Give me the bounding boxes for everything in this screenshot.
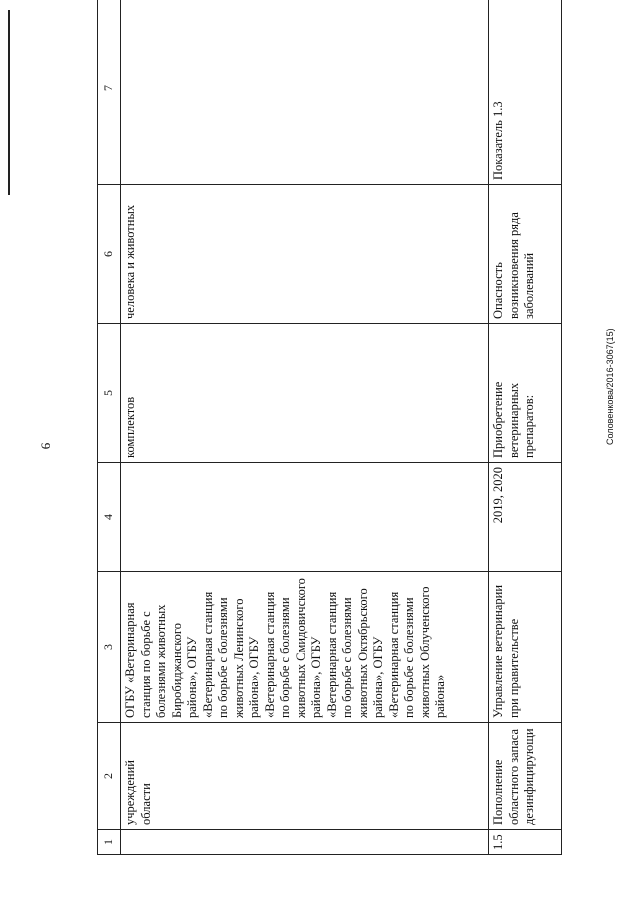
header-cell-4: 4 xyxy=(98,463,121,572)
header-cell-1: 1 xyxy=(98,830,121,855)
header-cell-5: 5 xyxy=(98,324,121,463)
cell-task: Пополнение областного запаса дезинфицирующи xyxy=(489,723,562,830)
table-row xyxy=(121,0,489,855)
cell-executor: Управление ветеринарии при правительстве xyxy=(489,572,562,723)
footer-code: Соловенкова/2016-3067(15) xyxy=(605,328,615,445)
cell-number: 1.5 xyxy=(489,830,562,855)
cell-executor: ОГБУ «Ветеринарная станция по борьбе с болезнями животных Биробиджанского района», ОГБУ «Ветеринарная станция по борьбе с болезнями животных Ленинского района», ОГБУ «Ветеринарная станция по борьбе с болезнями животных Смидовичского района», ОГБУ «Ветеринарная станция по борьбе с болезнями животных Октябрьского района», ОГБУ «Ветеринарная станция по борьбе с болезнями животных Облученского района» xyxy=(121,572,489,723)
cell-result: Приобретение ветеринарных препаратов: xyxy=(489,324,562,463)
cell-consequence: Опасность возникновения ряда заболеваний xyxy=(489,185,562,324)
header-cell-6: 6 xyxy=(98,185,121,324)
header-cell-7: 7 xyxy=(98,0,121,185)
cell-period: 2019, 2020 xyxy=(489,463,562,572)
header-row xyxy=(98,0,121,855)
cell-consequence: человека и животных xyxy=(121,185,489,324)
margin-line xyxy=(8,10,10,195)
table-row xyxy=(489,0,562,855)
cell-indicator: Показатель 1.3 xyxy=(489,0,562,185)
cell-indicator xyxy=(121,0,489,185)
cell-period xyxy=(121,463,489,572)
rotated-table-container xyxy=(97,55,562,855)
header-cell-3: 3 xyxy=(98,572,121,723)
cell-result: комплектов xyxy=(121,324,489,463)
header-cell-2: 2 xyxy=(98,723,121,830)
cell-task: учреждений области xyxy=(121,723,489,830)
program-table xyxy=(97,0,562,855)
cell-number xyxy=(121,830,489,855)
page-number: 9 xyxy=(38,442,54,450)
